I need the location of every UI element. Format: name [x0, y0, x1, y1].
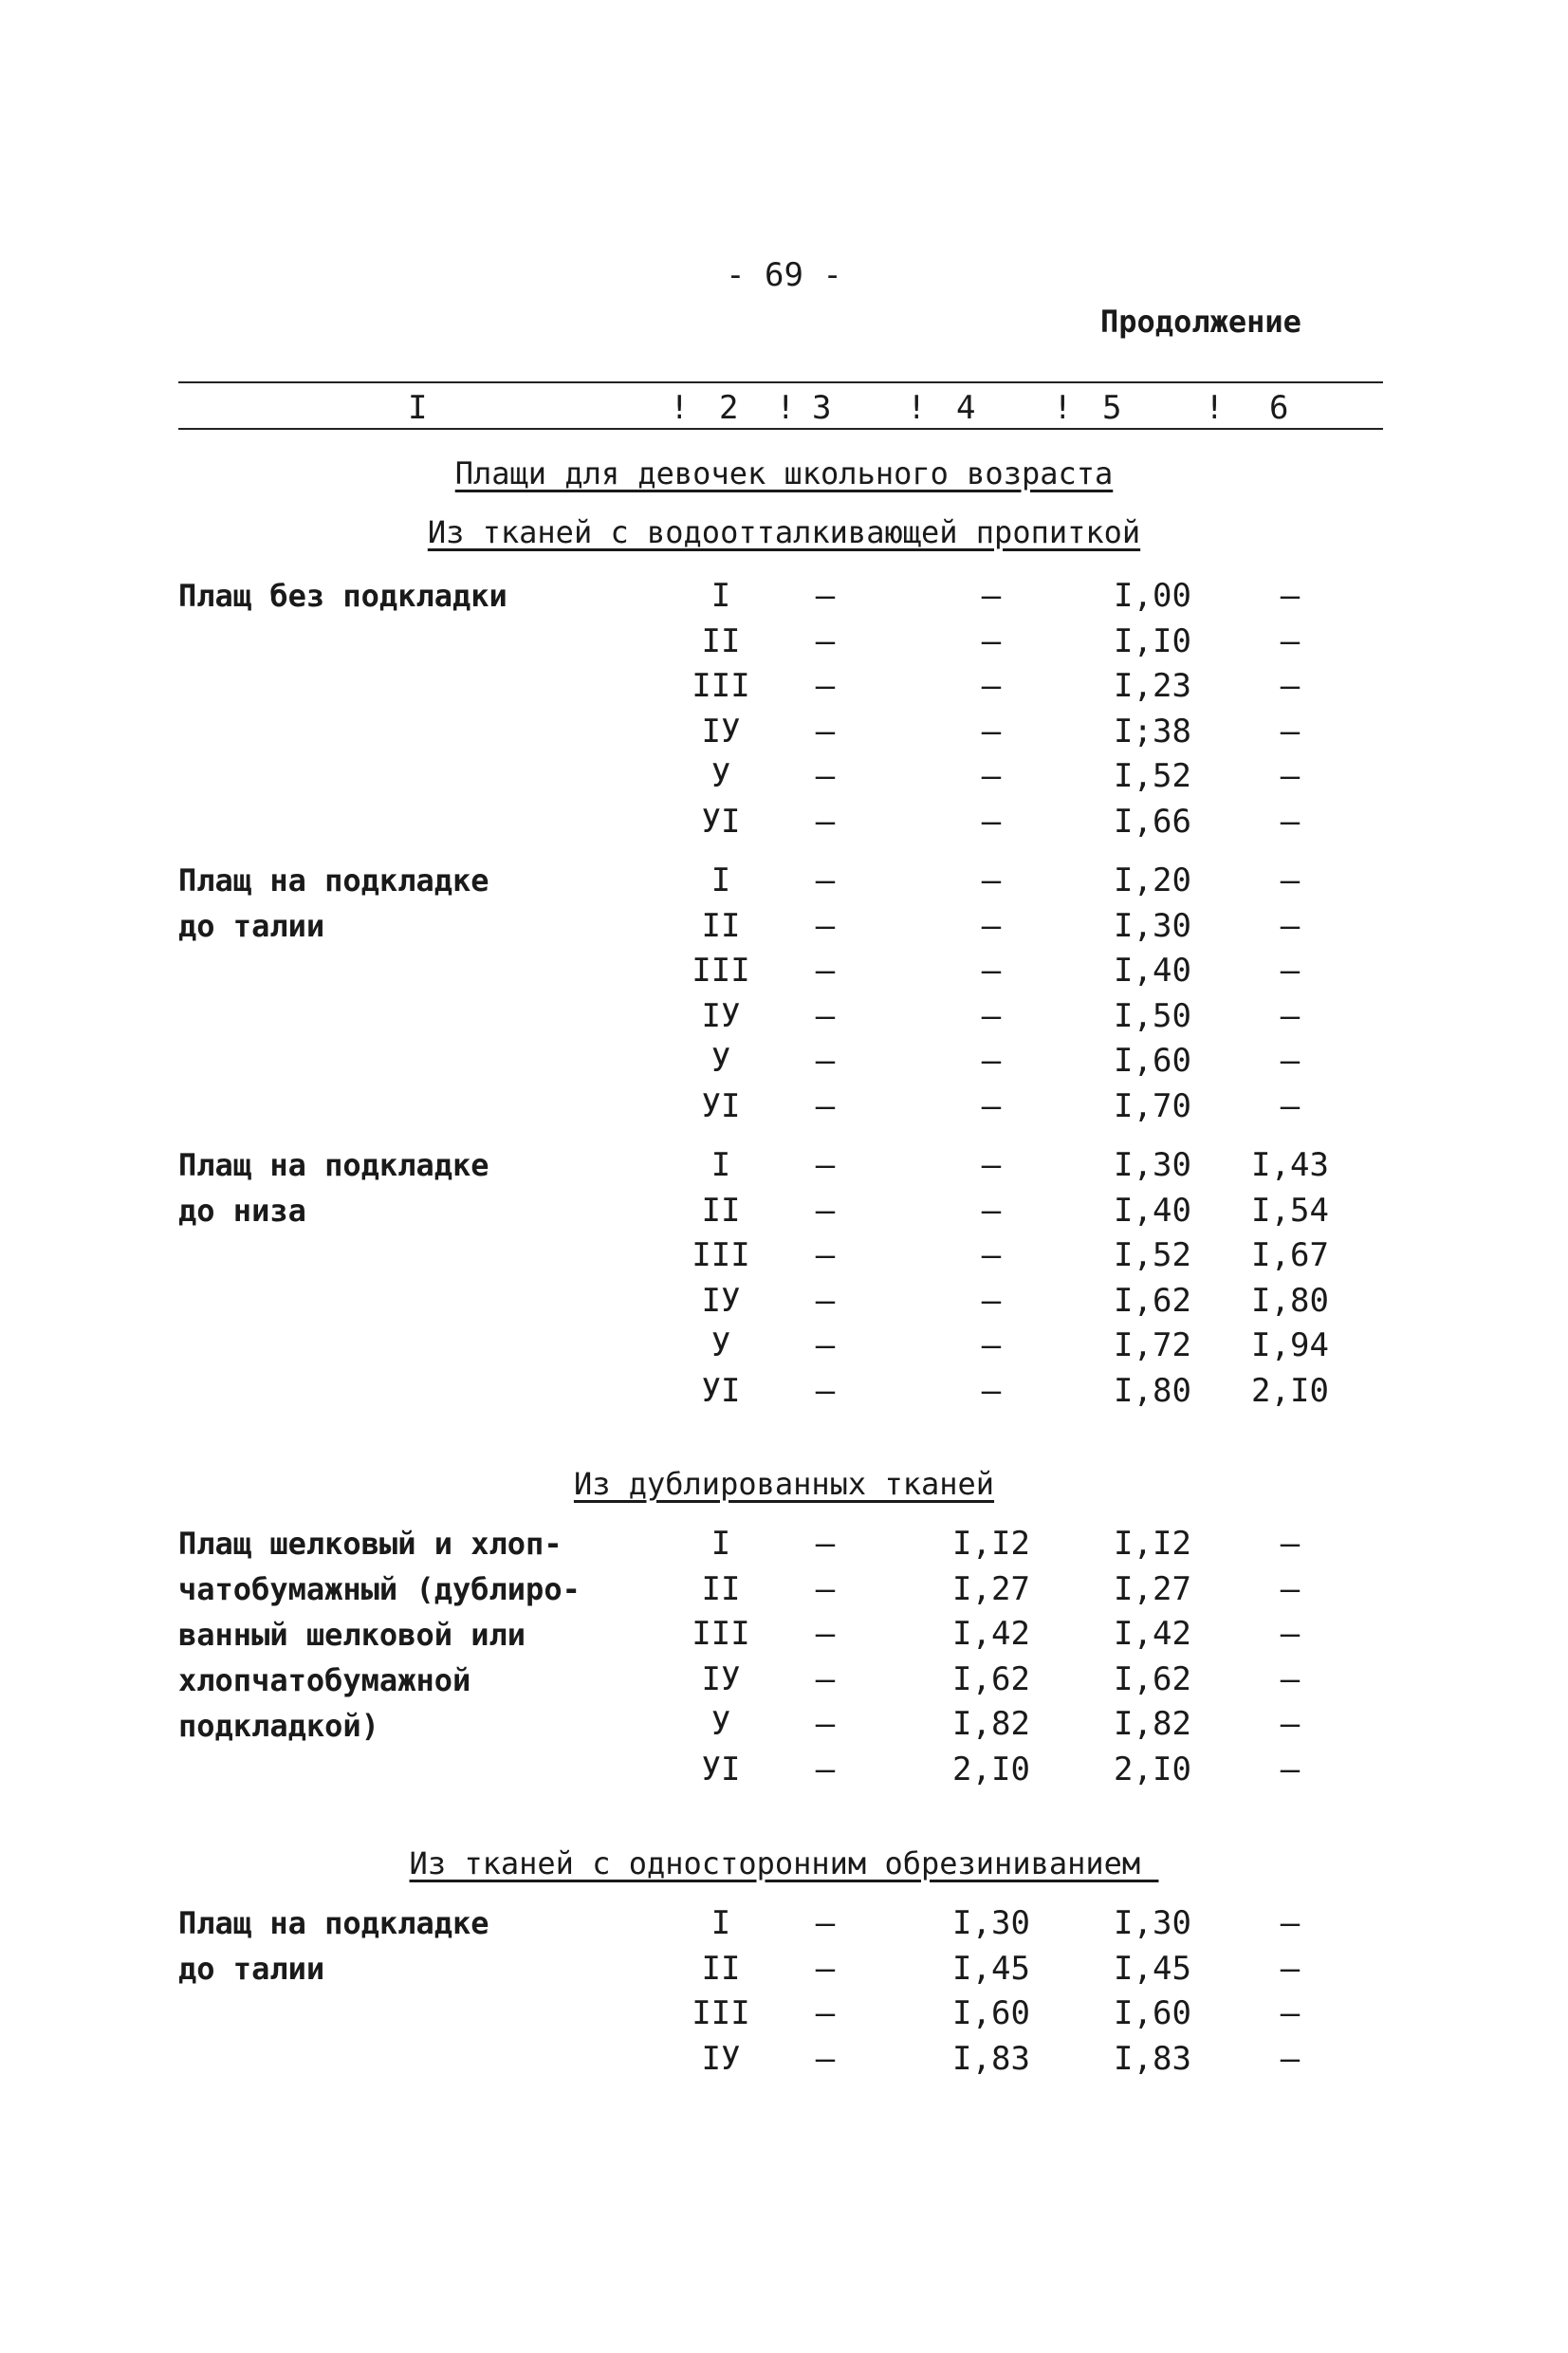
table-row: [0, 858, 1568, 903]
table-row: [0, 1368, 1568, 1414]
size-cell: II: [701, 1949, 741, 1988]
size-cell: III: [692, 1236, 750, 1274]
col5-cell: I,00: [1114, 577, 1191, 615]
col3-cell: –: [815, 1146, 836, 1184]
col6-cell: –: [1280, 802, 1301, 841]
col6-cell: I,67: [1251, 1236, 1329, 1274]
col3-cell: –: [815, 1086, 836, 1125]
col3-cell: –: [815, 1525, 836, 1563]
group-label-line: чатобумажный (дублиро-: [178, 1571, 581, 1607]
col4-cell: –: [981, 1326, 1002, 1364]
header-rule-top: [178, 381, 1383, 383]
size-cell: IУ: [701, 1281, 741, 1320]
size-cell: III: [692, 1994, 750, 2032]
size-cell: УI: [701, 802, 741, 841]
col6-cell: –: [1280, 1659, 1301, 1698]
table-row: [0, 1084, 1568, 1129]
col6-cell: I,80: [1251, 1281, 1329, 1320]
col4-cell: –: [981, 577, 1002, 615]
col6-cell: –: [1280, 1949, 1301, 1988]
size-cell: I: [710, 577, 731, 615]
col6-cell: –: [1280, 862, 1301, 899]
col4-cell: I,42: [952, 1615, 1030, 1653]
col5-cell: I,I0: [1114, 621, 1191, 660]
col5-cell: I,52: [1114, 1236, 1191, 1274]
size-cell: I: [710, 1525, 731, 1563]
col3-cell: –: [815, 996, 836, 1035]
size-cell: УI: [701, 1371, 741, 1410]
col4-cell: I,27: [952, 1569, 1030, 1608]
table-row: [0, 619, 1568, 664]
size-cell: IУ: [701, 712, 741, 750]
column-separator: !: [1053, 389, 1073, 427]
continuation-label: Продолжение: [1100, 304, 1301, 340]
col4-cell: I,62: [952, 1659, 1030, 1698]
table-row: [0, 753, 1568, 799]
col4-cell: I,I2: [952, 1525, 1030, 1563]
table-row: [0, 799, 1568, 844]
size-cell: У: [710, 1042, 731, 1080]
table-row: [0, 709, 1568, 754]
col6-cell: I,43: [1251, 1146, 1329, 1184]
col5-cell: I,82: [1114, 1705, 1191, 1743]
col3-cell: –: [815, 1659, 836, 1698]
col6-cell: –: [1280, 1705, 1301, 1743]
size-cell: У: [710, 1326, 731, 1364]
col4-cell: –: [981, 1086, 1002, 1125]
col6-cell: –: [1280, 1525, 1301, 1563]
col3-cell: –: [815, 906, 836, 945]
header-rule-bottom: [178, 428, 1383, 430]
col3-cell: –: [815, 712, 836, 750]
col3-cell: –: [815, 1191, 836, 1230]
col6-cell: –: [1280, 1904, 1301, 1942]
col3-cell: –: [815, 2039, 836, 2078]
col4-cell: I,82: [952, 1705, 1030, 1743]
column-header-5: 5: [1102, 389, 1122, 427]
col5-cell: I,30: [1114, 906, 1191, 945]
col3-cell: –: [815, 1236, 836, 1274]
col4-cell: –: [981, 712, 1002, 750]
table-row: [0, 1232, 1568, 1278]
col4-cell: –: [981, 996, 1002, 1035]
col3-cell: –: [815, 577, 836, 615]
col3-cell: –: [815, 1705, 836, 1743]
table-row: [0, 663, 1568, 709]
section-title-main: Плащи для девочек школьного возраста: [454, 455, 1114, 491]
col4-cell: I,45: [952, 1949, 1030, 1988]
col3-cell: –: [815, 621, 836, 660]
size-cell: III: [692, 952, 750, 990]
col3-cell: –: [815, 1994, 836, 2032]
col5-cell: I,80: [1114, 1371, 1191, 1410]
table-row: [0, 1521, 1568, 1566]
col4-cell: –: [981, 862, 1002, 899]
section-title-rubberized: Из_тканей с односторонним обрезиниванием_: [409, 1845, 1159, 1881]
col4-cell: I,83: [952, 2039, 1030, 2078]
group-label-line: подкладкой): [178, 1708, 379, 1744]
col6-cell: –: [1280, 712, 1301, 750]
col4-cell: I,30: [952, 1904, 1030, 1942]
col5-cell: I,60: [1114, 1994, 1191, 2032]
group-label-line: ванный шелковой или: [178, 1617, 526, 1653]
size-cell: IУ: [701, 1659, 741, 1698]
col3-cell: –: [815, 1569, 836, 1608]
col5-cell: I,52: [1114, 757, 1191, 795]
column-header-1: I: [408, 389, 428, 427]
col5-cell: I,62: [1114, 1281, 1191, 1320]
col5-cell: 2,I0: [1114, 1750, 1191, 1788]
size-cell: II: [701, 1569, 741, 1608]
col3-cell: –: [815, 1949, 836, 1988]
col5-cell: I,70: [1114, 1086, 1191, 1125]
col5-cell: I,62: [1114, 1659, 1191, 1698]
col4-cell: –: [981, 1281, 1002, 1320]
table-row: [0, 1701, 1568, 1747]
group-label-line: Плащ на подкладке: [178, 1905, 489, 1941]
col3-cell: –: [815, 1042, 836, 1080]
col6-cell: –: [1280, 1994, 1301, 2032]
col6-cell: –: [1280, 2039, 1301, 2078]
table-row: [0, 1188, 1568, 1233]
col3-cell: –: [815, 757, 836, 795]
col4-cell: 2,I0: [952, 1750, 1030, 1788]
col3-cell: –: [815, 1904, 836, 1942]
col3-cell: –: [815, 667, 836, 705]
column-separator: !: [670, 389, 690, 427]
col3-cell: –: [815, 1281, 836, 1320]
size-cell: У: [710, 1705, 731, 1743]
col5-cell: I,27: [1114, 1569, 1191, 1608]
table-row: [0, 903, 1568, 949]
col5-cell: I,72: [1114, 1326, 1191, 1364]
table-row: [0, 993, 1568, 1039]
col6-cell: –: [1280, 906, 1301, 945]
col3-cell: –: [815, 1326, 836, 1364]
table-row: [0, 1566, 1568, 1612]
size-cell: IУ: [701, 996, 741, 1035]
table-row: [0, 1038, 1568, 1084]
col6-cell: –: [1280, 667, 1301, 705]
section-title-bonded-fabrics: Из_дублированных_тканей: [573, 1466, 995, 1502]
group-label-line: Плащ на подкладке: [178, 1147, 489, 1183]
col3-cell: –: [815, 1371, 836, 1410]
col4-cell: –: [981, 1042, 1002, 1080]
size-cell: I: [710, 862, 731, 899]
size-cell: I: [710, 1146, 731, 1184]
col6-cell: –: [1280, 1750, 1301, 1788]
column-header-4: 4: [956, 389, 976, 427]
size-cell: II: [701, 1191, 741, 1230]
col6-cell: –: [1280, 996, 1301, 1035]
col5-cell: I,45: [1114, 1949, 1191, 1988]
col4-cell: –: [981, 1191, 1002, 1230]
col4-cell: –: [981, 621, 1002, 660]
col4-cell: I,60: [952, 1994, 1030, 2032]
table-row: [0, 573, 1568, 619]
size-cell: II: [701, 621, 741, 660]
group-label-line: Плащ без подкладки: [178, 578, 507, 614]
size-cell: УI: [701, 1086, 741, 1125]
col3-cell: –: [815, 1615, 836, 1653]
table-row: [0, 1900, 1568, 1946]
table-row: [0, 1657, 1568, 1702]
page-number: - 69 -: [726, 256, 842, 294]
section-title-water-repellent: Из_тканей с водоотталкивающей пропиткой: [427, 514, 1141, 550]
col6-cell: –: [1280, 1086, 1301, 1125]
col5-cell: I,20: [1114, 862, 1191, 899]
column-separator: !: [907, 389, 927, 427]
group-label-line: Плащ шелковый и хлоп-: [178, 1526, 563, 1562]
size-cell: III: [692, 1615, 750, 1653]
group-label-line: Плащ на подкладке: [178, 862, 489, 899]
group-label-line: хлопчатобумажной: [178, 1662, 471, 1698]
col6-cell: I,94: [1251, 1326, 1329, 1364]
col3-cell: –: [815, 862, 836, 899]
size-cell: УI: [701, 1750, 741, 1788]
size-cell: IУ: [701, 2039, 741, 2078]
size-cell: У: [710, 757, 731, 795]
column-header-2: 2: [719, 389, 739, 427]
col4-cell: –: [981, 1236, 1002, 1274]
col5-cell: I,30: [1114, 1904, 1191, 1942]
col5-cell: I,60: [1114, 1042, 1191, 1080]
col6-cell: –: [1280, 1042, 1301, 1080]
col3-cell: –: [815, 802, 836, 841]
column-separator: !: [776, 389, 796, 427]
col6-cell: I,54: [1251, 1191, 1329, 1230]
size-cell: I: [710, 1904, 731, 1942]
col4-cell: –: [981, 757, 1002, 795]
col5-cell: I,30: [1114, 1146, 1191, 1184]
col5-cell: I,I2: [1114, 1525, 1191, 1563]
column-separator: !: [1205, 389, 1225, 427]
table-row: [0, 1323, 1568, 1368]
col6-cell: 2,I0: [1251, 1371, 1329, 1410]
col5-cell: I,40: [1114, 952, 1191, 990]
table-row: [0, 1611, 1568, 1657]
table-row: [0, 1142, 1568, 1188]
col5-cell: I,50: [1114, 996, 1191, 1035]
table-row: [0, 948, 1568, 993]
table-row: [0, 1946, 1568, 1992]
col4-cell: –: [981, 1146, 1002, 1184]
size-cell: III: [692, 667, 750, 705]
column-header-3: 3: [812, 389, 832, 427]
col5-cell: I,83: [1114, 2039, 1191, 2078]
col6-cell: –: [1280, 1615, 1301, 1653]
group-label-line: до низа: [178, 1193, 306, 1229]
column-header-6: 6: [1269, 389, 1289, 427]
col6-cell: –: [1280, 577, 1301, 615]
col3-cell: –: [815, 1750, 836, 1788]
col6-cell: –: [1280, 1569, 1301, 1608]
col5-cell: I;38: [1114, 712, 1191, 750]
col5-cell: I,66: [1114, 802, 1191, 841]
size-cell: II: [701, 906, 741, 945]
col4-cell: –: [981, 952, 1002, 990]
group-label-line: до талии: [178, 1951, 325, 1987]
col4-cell: –: [981, 667, 1002, 705]
col4-cell: –: [981, 1371, 1002, 1410]
col6-cell: –: [1280, 952, 1301, 990]
table-row: [0, 2036, 1568, 2082]
col3-cell: –: [815, 952, 836, 990]
col4-cell: –: [981, 906, 1002, 945]
col5-cell: I,40: [1114, 1191, 1191, 1230]
table-row: [0, 1991, 1568, 2036]
col6-cell: –: [1280, 757, 1301, 795]
col4-cell: –: [981, 802, 1002, 841]
col5-cell: I,23: [1114, 667, 1191, 705]
group-label-line: до талии: [178, 908, 325, 944]
table-row: [0, 1278, 1568, 1324]
table-row: [0, 1747, 1568, 1792]
col6-cell: –: [1280, 621, 1301, 660]
col5-cell: I,42: [1114, 1615, 1191, 1653]
